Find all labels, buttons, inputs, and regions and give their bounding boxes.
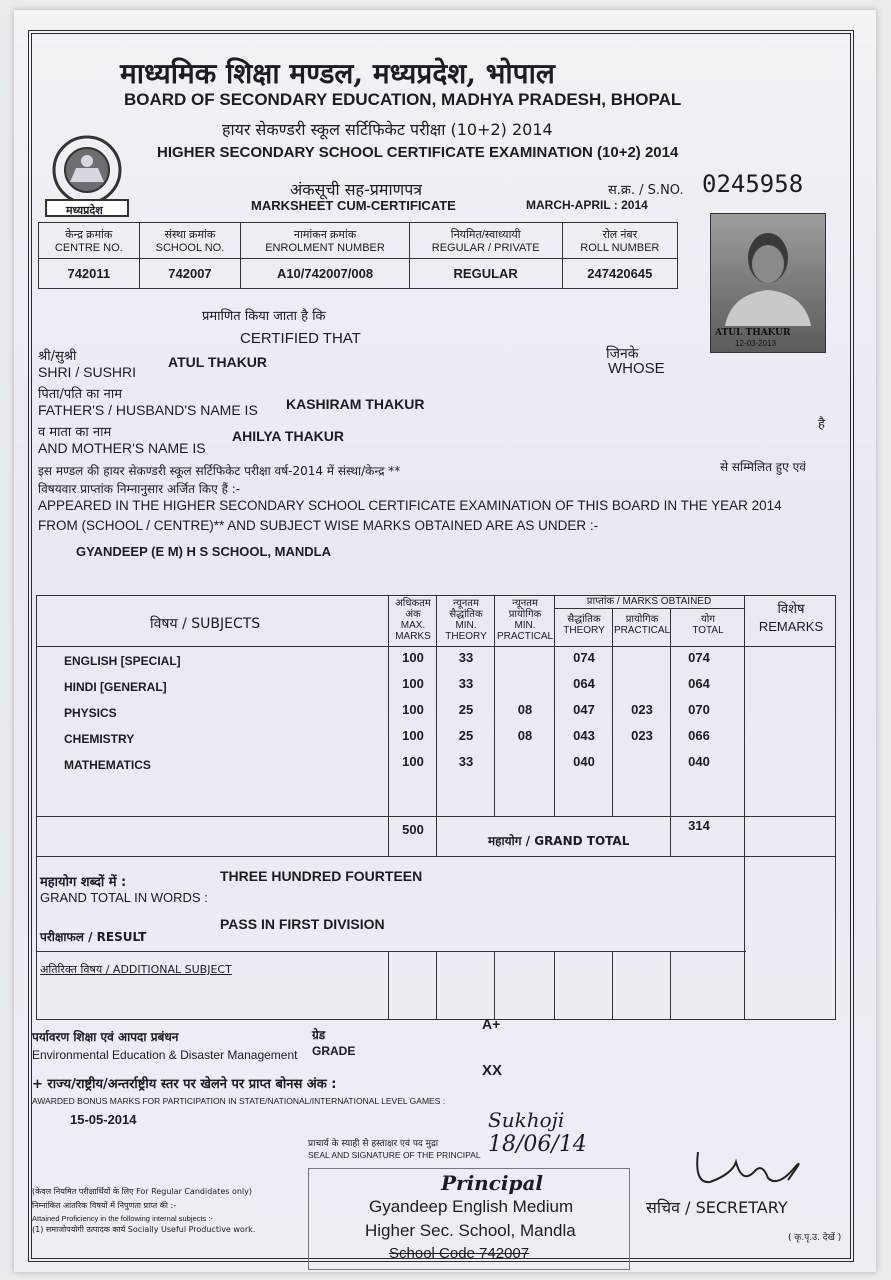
total-in-words: THREE HUNDRED FOURTEEN [220, 868, 423, 884]
session: MARCH-APRIL : 2014 [526, 198, 648, 212]
marks-max-cell: 100 [402, 650, 424, 665]
max-marks-header: अधिकतम अंक MAX. MARKS [395, 598, 431, 642]
marks-th-cell: 040 [573, 754, 595, 769]
marks-subject-cell: MATHEMATICS [64, 758, 151, 772]
serial-number: 0245958 [702, 170, 804, 198]
stamp-school-line2: Higher Sec. School, Mandla [365, 1221, 576, 1240]
marks-min-th-cell: 33 [458, 650, 474, 665]
marks-subject-cell: CHEMISTRY [64, 732, 135, 746]
exam-title-english: HIGHER SECONDARY SCHOOL CERTIFICATE EXAMINATION (10+2) 2014 [157, 144, 679, 161]
father-hindi: पिता/पति का नाम [38, 387, 123, 402]
marks-min-th-cell: 25 [458, 728, 474, 743]
logo-label: मध्यप्रदेश [66, 204, 103, 217]
marks-total-cell: 066 [688, 728, 710, 743]
marks-min-th-cell: 25 [458, 702, 474, 717]
appeared-english-line1: APPEARED IN THE HIGHER SECONDARY SCHOOL CERTIFICATE EXAMINATION OF THIS BOARD IN THE YEAR 2014 [38, 498, 782, 513]
principal-sign-date: 18/06/14 [488, 1132, 587, 1157]
bonus-value: XX [482, 1062, 503, 1079]
theory-header: सैद्धांतिक THEORY [563, 614, 605, 636]
footnote-proficiency-hindi: निम्नांकित आंतरिक विषयों में निपुणता प्राप्त की :- [32, 1201, 177, 1210]
marks-th-cell: 074 [573, 650, 595, 665]
result-value: PASS IN FIRST DIVISION [220, 916, 385, 932]
shri-hindi: श्री/सुश्री [38, 349, 77, 364]
whose-english: WHOSE [608, 360, 665, 377]
doc-title-hindi: अंकसूची सह-प्रमाणपत्र [290, 180, 423, 199]
additional-subject-label: अतिरिक्त विषय / ADDITIONAL SUBJECT [40, 963, 232, 976]
father-name: KASHIRAM THAKUR [286, 396, 425, 412]
principal-stamp [308, 1168, 630, 1270]
marks-max-cell: 100 [402, 676, 424, 691]
school-header: संस्था क्रमांक SCHOOL NO. [139, 223, 241, 259]
result-label: परीक्षाफल / RESULT [40, 930, 147, 944]
principal-seal-english: SEAL AND SIGNATURE OF THE PRINCIPAL [308, 1150, 481, 1160]
mother-name: AHILYA THAKUR [232, 428, 345, 444]
remarks-header: विशेष REMARKS [758, 601, 824, 634]
marks-max-cell: 100 [402, 754, 424, 769]
certified-hindi: प्रमाणित किया जाता है कि [202, 309, 326, 324]
enrolment-number: A10/742007/008 [241, 259, 409, 289]
please-turn-over: ( कृ.पृ.उ. देखें ) [788, 1233, 842, 1243]
roll-number: 247420645 [562, 259, 677, 289]
marks-total-cell: 064 [688, 676, 710, 691]
footnote-supw: (1) समाजोपयोगी उत्पादक कार्य Socially Useful Productive work. [32, 1225, 256, 1234]
grand-total: 314 [688, 818, 710, 833]
father-english: FATHER'S / HUSBAND'S NAME IS [38, 402, 258, 418]
doc-title-english: MARKSHEET CUM-CERTIFICATE [251, 198, 456, 213]
centre-header: केन्द्र क्रमांक CENTRE NO. [39, 223, 140, 259]
marks-min-th-cell: 33 [458, 676, 474, 691]
marks-pr-cell: 023 [631, 702, 653, 717]
sno-label: स.क्र. / S.NO. [608, 183, 684, 198]
issue-date: 15-05-2014 [70, 1112, 137, 1127]
env-edu-hindi: पर्यावरण शिक्षा एवं आपदा प्रबंधन [32, 1030, 179, 1044]
principal-signature: Sukhoji [488, 1108, 565, 1132]
marks-subject-cell: HINDI [GENERAL] [64, 680, 167, 694]
candidate-name: ATUL THAKUR [168, 354, 268, 370]
marks-subject-cell: PHYSICS [64, 706, 117, 720]
grand-total-label: महायोग / GRAND TOTAL [488, 834, 630, 848]
grade-hindi: ग्रेड [312, 1028, 326, 1042]
total-header: योग TOTAL [692, 614, 724, 636]
certificate-paper [14, 10, 876, 1272]
words-english: GRAND TOTAL IN WORDS : [40, 890, 208, 905]
marks-th-cell: 043 [573, 728, 595, 743]
bonus-english: AWARDED BONUS MARKS FOR PARTICIPATION IN STATE/NATIONAL/INTERNATIONAL LEVEL GAMES : [32, 1096, 446, 1106]
board-title-english: BOARD OF SECONDARY EDUCATION, MADHYA PRADESH, BHOPAL [124, 90, 682, 109]
enrolment-header: नामांकन क्रमांक ENROLMENT NUMBER [241, 223, 409, 259]
marks-total-cell: 070 [688, 702, 710, 717]
stamp-school-line1: Gyandeep English Medium [369, 1197, 574, 1216]
shri-english: SHRI / SUSHRI [38, 364, 137, 380]
grade-english: GRADE [312, 1044, 356, 1058]
candidate-photo [710, 213, 826, 353]
stamp-school-code: School Code 742007 [389, 1245, 530, 1262]
marks-th-cell: 064 [573, 676, 595, 691]
school-name: GYANDEEP (E M) H S SCHOOL, MANDLA [76, 544, 331, 559]
marks-subject-cell: ENGLISH [SPECIAL] [64, 654, 181, 668]
grade-value: A+ [482, 1016, 501, 1032]
max-marks-total: 500 [402, 822, 424, 837]
marks-pr-cell: 023 [631, 728, 653, 743]
marks-min-pr-cell: 08 [517, 702, 533, 717]
board-logo [40, 130, 134, 220]
marks-th-cell: 047 [573, 702, 595, 717]
candidate-id-table [38, 222, 678, 289]
subjects-header: विषय / SUBJECTS [150, 616, 261, 632]
marks-obtained-header: प्राप्तांक / MARKS OBTAINED [586, 596, 712, 607]
min-theory-header: न्यूनतम सैद्धांतिक MIN. THEORY [445, 598, 487, 642]
words-hindi: महायोग शब्दों में : [40, 875, 127, 890]
exam-title-hindi: हायर सेकण्डरी स्कूल सर्टिफिकेट परीक्षा (10+2) 2014 [222, 120, 553, 139]
photo-date: 12-03-2013 [735, 339, 776, 348]
secretary-signature-icon [692, 1144, 812, 1194]
marks-max-cell: 100 [402, 728, 424, 743]
marks-min-th-cell: 33 [458, 754, 474, 769]
min-practical-header: न्यूनतम प्रायोगिक MIN. PRACTICAL [496, 598, 554, 642]
footnote-proficiency-english: Attained Proficiency in the following internal subjects :- [32, 1214, 213, 1223]
mother-english: AND MOTHER'S NAME IS [38, 440, 206, 456]
footnote-regular: (केवल नियमित परीक्षार्थियों के लिए For Regular Candidates only) [32, 1187, 252, 1196]
appeared-english-line2: FROM (SCHOOL / CENTRE)** AND SUBJECT WISE MARKS OBTAINED ARE AS UNDER :- [38, 518, 599, 533]
bonus-hindi: + राज्य/राष्ट्रीय/अन्तर्राष्ट्रीय स्तर पर खेलने पर प्राप्त बोनस अंक : [32, 1077, 337, 1092]
candidate-portrait-icon [711, 214, 825, 326]
school-number: 742007 [139, 259, 241, 289]
centre-number: 742011 [39, 259, 140, 289]
hai-text: है [818, 417, 825, 432]
marks-min-pr-cell: 08 [517, 728, 533, 743]
principal-seal-hindi: प्राचार्य के स्याही से हस्ताक्षर एवं पद मुद्रा [308, 1139, 439, 1149]
appeared-hindi-line1: इस मण्डल की हायर सेकण्डरी स्कूल सर्टिफिकेट परीक्षा वर्ष-2014 में संस्था/केन्द्र ** [38, 464, 401, 478]
photo-caption: ATUL THAKUR [715, 328, 791, 338]
appeared-hindi-line2: विषयवार प्राप्तांक निम्नानुसार अर्जित किए हैं :- [38, 482, 241, 496]
mother-hindi: व माता का नाम [38, 425, 112, 440]
appeared-hindi-line1-end: से सम्मिलित हुए एवं [720, 460, 806, 474]
marks-total-cell: 074 [688, 650, 710, 665]
whose-hindi: जिनके [606, 346, 639, 362]
marks-total-cell: 040 [688, 754, 710, 769]
certified-english: CERTIFIED THAT [240, 330, 361, 347]
candidate-type: REGULAR [409, 259, 562, 289]
stamp-title: Principal [441, 1171, 544, 1195]
env-edu-english: Environmental Education & Disaster Management [32, 1048, 298, 1062]
roll-header: रोल नंबर ROLL NUMBER [562, 223, 677, 259]
marks-max-cell: 100 [402, 702, 424, 717]
practical-header: प्रायोगिक PRACTICAL [614, 614, 671, 636]
secretary-label: सचिव / SECRETARY [646, 1198, 788, 1217]
regular-header: नियमित/स्वाध्यायी REGULAR / PRIVATE [409, 223, 562, 259]
board-title-hindi: माध्यमिक शिक्षा मण्डल, मध्यप्रदेश, भोपाल [120, 57, 555, 90]
